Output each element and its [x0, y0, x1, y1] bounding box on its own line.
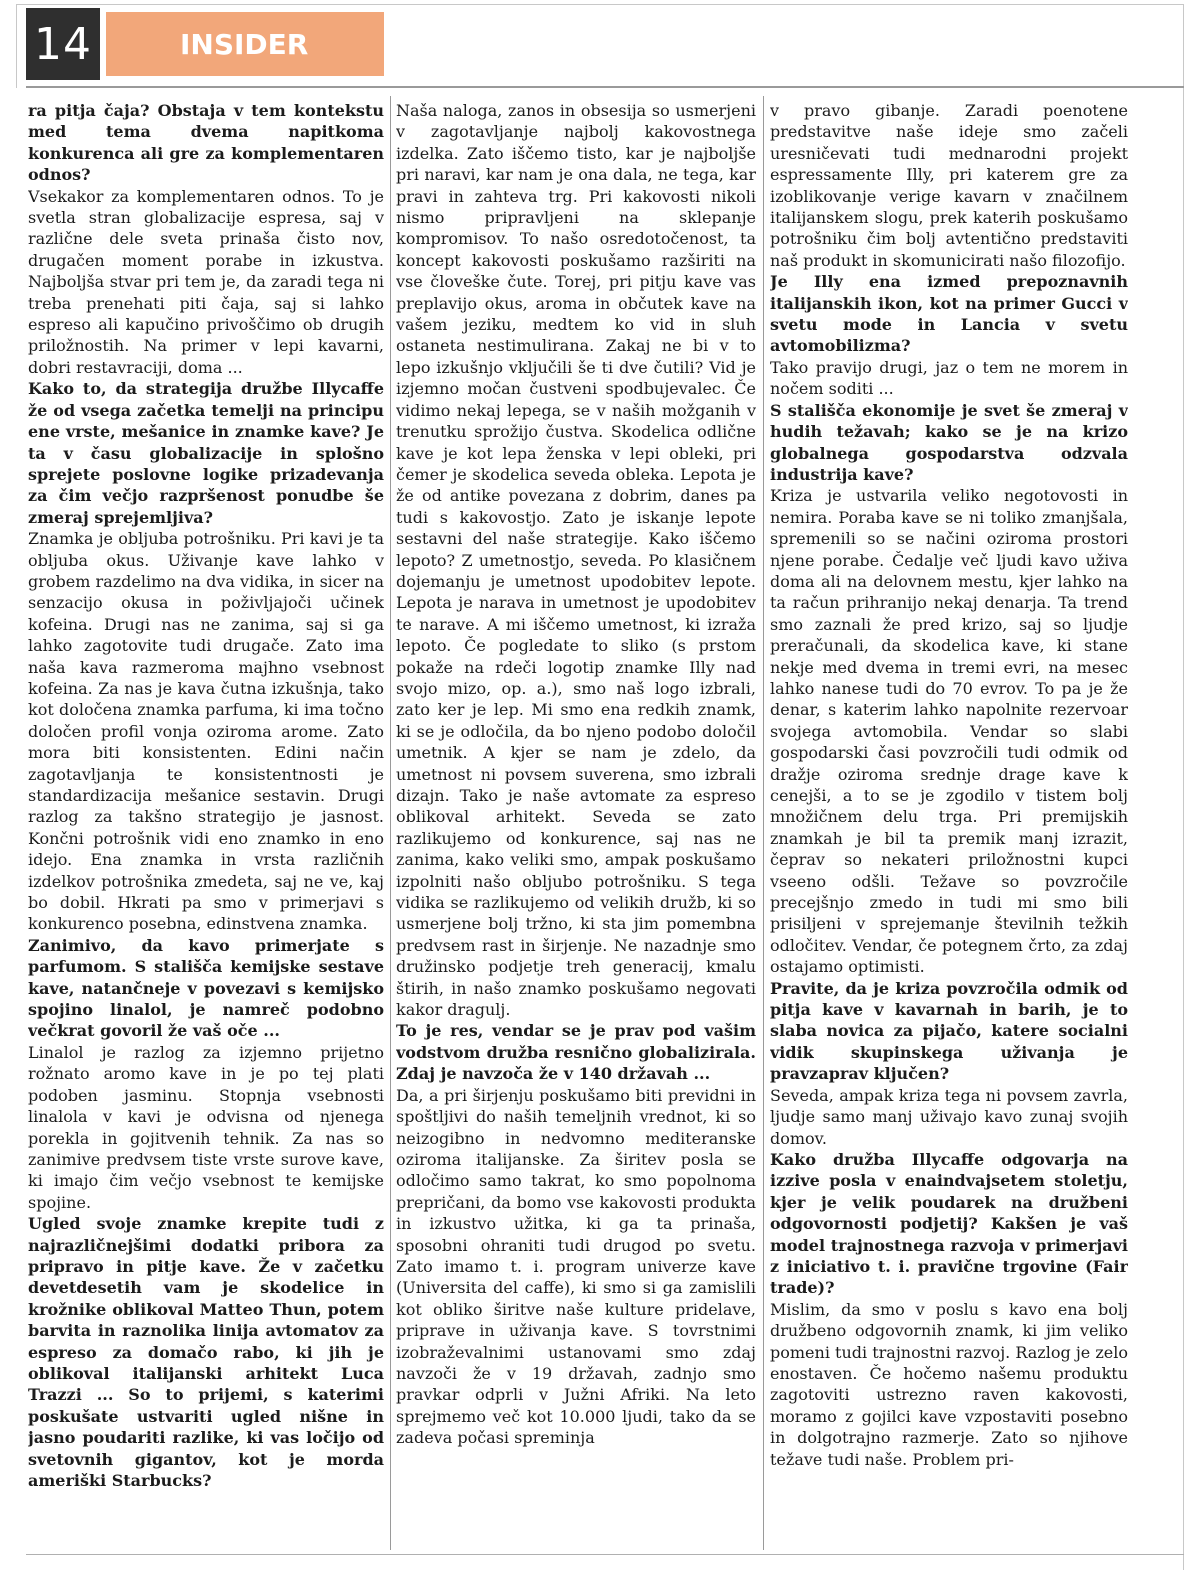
interview-answer: Mislim, da smo v poslu s kavo ena bolj družbeno odgovornih znamk, ki jim veliko pomeni tudi trajnostni razvoj. Razlog je zelo enostaven. Če hočemo našemu produktu zagotoviti ustrezno raven kakovosti, moramo z gojilci kave vzpostaviti posebno in dolgotrajno razmerje. Zato so njihove težave tudi naše. Problem pri-	[770, 1299, 1128, 1469]
interview-answer: Naša naloga, zanos in obsesija so usmerjeni v zagotavljanje najbolj kakovostnega izdelka. Zato iščemo tisto, kar je najboljše pri naravi, kar nam je ona dala, ne tega, kar pravi in zahteva trg. Pri kakovosti nikoli nismo pripravljeni na sklepanje kompromisov. To našo osredotočenost, ta koncept kakovosti poskušamo razširiti na vse človeške čute. Torej, pri pitju kave vas preplavijo okus, aroma in občutek kave na vašem jeziku, medtem ko vid in sluh ostaneta nestimulirana. Zakaj ne bi v to lepo izkušnjo vključili še ti dve čutili? Vid je izjemno močan čustveni spodbujevalec. Če vidimo nekaj lepega, se v naših možganih v trenutku sprožijo čustva. Skodelica odlične kave je kot lepa ženska v lepi obleki, pri čemer je skodelica seveda obleka. Lepota je že od antike povezana z dobrim, danes pa tudi s kakovostjo. Zato je iskanje lepote sestavni del naše strategije. Kako iščemo lepoto? Z umetnostjo, seveda. Po klasičnem dojemanju je umetnost upodobitev lepote. Lepota je narava in umetnost je upodobitev te narave. A mi iščemo umetnost, ki izraža lepoto. Če pogledate to sliko (s prstom pokaže na rdeči logotip znamke Illy nad svojo mizo, op. a.), smo naš logo izbrali, zato ker je lep. Mi smo ena redkih znamk, ki se je odločila, da bo njeno podobo določil umetnik. A kjer se nam je zdelo, da umetnost ni povsem suverena, smo izbrali dizajn. Tako je naše avtomate za espreso oblikoval arhitekt. Seveda se zato razlikujemo od konkurence, saj nas ne zanima, kako veliki smo, ampak poskušamo izpolniti našo obljubo potrošniku. S tega vidika se razlikujemo od velikih družb, ki so usmerjene bolj tržno, ki sta jim pomembna predvsem rast in širjenje. Ne nazadnje smo družinsko podjetje treh generacij, kmalu štirih, in našo znamko poskušamo negovati kakor dragulj.	[396, 101, 756, 1020]
interview-answer: Znamka je obljuba potrošniku. Pri kavi je ta obljuba okus. Uživanje kave lahko v grobem razdelimo na dva vidika, in sicer na senzacijo okusa in poživljajoči učinek kofeina. Drugi nas ne zanima, saj si ga lahko zagotovite tudi drugače. Zato ima naša kava razmeroma majhno vsebnost kofeina. Za nas je kava čutna izkušnja, tako kot določena znamka parfuma, ki ima točno določen profil vonja oziroma arome. Zato mora biti konsistenten. Edini način zagotavljanja te konsistentnosti je standardizacija mešanice sestavin. Drugi razlog za takšno strategijo je jasnost. Končni potrošnik vidi eno znamko in eno idejo. Ena znamka in vrsta različnih izdelkov potrošnika zmedeta, saj ne ve, kaj bo dobil. Hkrati pa smo v primerjavi s konkurenco posebna, edinstvena znamka.	[28, 529, 384, 934]
interview-question: Ugled svoje znamke krepite tudi z najrazličnejšimi dodatki pribora za pripravo in pitje kave. Že v začetku devetdesetih vam je skodelice in krožnike oblikoval Matteo Thun, potem barvita in raznolika linija avtomatov za espreso za domačo rabo, ki jih je oblikoval italijanski arhitekt Luca Trazzi ... So to prijemi, s katerimi poskušate ustvariti ugled nišne in jasno poudariti razlike, ki vas ločijo od svetovnih gigantov, kot je morda ameriški Starbucks?	[28, 1214, 384, 1490]
interview-question: To je res, vendar se je prav pod vašim vodstvom družba resnično globalizirala. Zdaj je navzoča že v 140 državah ...	[396, 1021, 756, 1084]
section-label	[106, 12, 384, 76]
header-rule	[26, 86, 1184, 88]
column-divider-2	[763, 96, 764, 1550]
page-number: 14	[26, 8, 100, 80]
page-frame-top	[16, 4, 1184, 5]
interview-answer: Tako pravijo drugi, jaz o tem ne morem in nočem soditi ...	[770, 357, 1128, 399]
interview-question: Pravite, da je kriza povzročila odmik od pitja kave v kavarnah in barih, je to slaba novica za pijačo, katere socialni vidik skupinskega uživanja je pravzaprav ključen?	[770, 978, 1128, 1084]
footer-rule	[26, 1554, 1184, 1555]
section-label-text: INSIDER	[180, 27, 309, 61]
interview-answer: Vsekakor za komplementaren odnos. To je svetla stran globalizacije espresa, saj v različne dele sveta prinaša čisto nov, drugačen moment porabe in izkustva. Najboljša stvar pri tem je, da zaradi tega ni treba prenehati piti čaja, saj si lahko espreso ali kapučino privoščimo ob drugih priložnostih. Na primer v lepi kavarni, dobri restavraciji, doma ...	[28, 186, 384, 377]
column-divider-1	[390, 96, 391, 1550]
page-frame-left	[16, 4, 17, 88]
interview-answer: v pravo gibanje. Zaradi poenotene predstavitve naše ideje smo začeli uresničevati tudi mednarodni projekt espressamente Illy, pri katerem gre za izoblikovanje verige kavarn v značilnem italijanskem slogu, prek katerih poskušamo potrošniku čim bolj avtentično predstaviti naš produkt in skomunicirati našo filozofijo.	[770, 101, 1128, 270]
interview-answer: Da, a pri širjenju poskušamo biti previdni in spoštljivi do naših temeljnih vrednot, ki so neizogibno in nedvomno mediteranske oziroma italijanske. Za širitev posla se odločimo samo takrat, ko smo popolnoma prepričani, da bomo vse kakovosti produkta in izkustvo užitka, ki ga ta prinaša, sposobni ohraniti tudi drugod po svetu. Zato imamo t. i. program univerze kave (Universita del caffe), ki smo si ga zamislili kot obliko širitve naše kulture pridelave, priprave in uživanja kave. S tovrstnimi izobraževalnimi ustanovami smo zdaj navzoči že v 19 državah, zadnjo smo pravkar odprli v Južni Afriki. Na leto sprejmemo več kot 10.000 ljudi, tako da se zadeva počasi spreminja	[396, 1085, 756, 1448]
interview-question: ra pitja čaja? Obstaja v tem kontekstu med tema dvema napitkoma konkurenca ali gre za komplementaren odnos?	[28, 101, 384, 185]
article-column-3	[770, 100, 1128, 1546]
interview-question: Kako družba Illycaffe odgovarja na izzive posla v enaindvajsetem stoletju, kjer je velik poudarek na družbeni odgovornosti podjetij? Kakšen je vaš model trajnostnega razvoja v primerjavi z iniciativo t. i. pravične trgovine (Fair trade)?	[770, 1149, 1128, 1298]
interview-answer: Seveda, ampak kriza tega ni povsem zavrla, ljudje samo manj uživajo kavo zunaj svojih domov.	[770, 1085, 1128, 1148]
article-column-2	[396, 100, 756, 1546]
article-column-1	[28, 100, 384, 1546]
interview-question: Kako to, da strategija družbe Illycaffe že od vsega začetka temelji na principu ene vrste, mešanice in znamke kave? Je ta v času globalizacije in splošno sprejete poslovne logike prizadevanja za čim večjo razpršenost ponudbe še zmeraj sprejemljiva?	[28, 379, 384, 527]
interview-question: Zanimivo, da kavo primerjate s parfumom. S stališča kemijske sestave kave, natančneje v povezavi s kemijsko spojino linalol, je namreč podobno večkrat govoril že vaš oče ...	[28, 935, 384, 1041]
page-frame-right	[1183, 4, 1184, 1570]
interview-question: S stališča ekonomije je svet še zmeraj v hudih težavah; kako se je na krizo globalnega gospodarstva odzvala industrija kave?	[770, 400, 1128, 484]
interview-answer: Kriza je ustvarila veliko negotovosti in nemira. Poraba kave se ni toliko zmanjšala, spremenili so se načini oziroma prostori njene porabe. Čedalje več ljudi kavo uživa doma ali na delovnem mestu, kjer lahko na ta račun prihranijo nekaj denarja. Ta trend smo zaznali že pred krizo, saj so ljudje preračunali, da skodelica kave, ki stane nekje med dvema in tremi evri, na mesec lahko nanese tudi do 70 evrov. To pa je že denar, s katerim lahko napolnite rezervoar svojega avtomobila. Vendar so slabi gospodarski časi povzročili tudi odmik od dražje oziroma srednje drage kave k cenejši, a to se je zgodilo v tistem bolj množičnem delu trga. Pri premijskih znamkah je bil ta premik manj izrazit, čeprav so nekateri priložnostni kupci vseeno odšli. Težave so povzročile precejšnjo zmedo in tudi mi smo bili prisiljeni v sprejemanje številnih težkih odločitev. Vendar, če potegnem črto, za zdaj ostajamo optimisti.	[770, 486, 1128, 977]
interview-question: Je Illy ena izmed prepoznavnih italijanskih ikon, kot na primer Gucci v svetu mode in Lancia v svetu avtomobilizma?	[770, 272, 1128, 356]
interview-answer: Linalol je razlog za izjemno prijetno rožnato aromo kave in je po tej plati podoben jasminu. Stopnja vsebnosti linalola v kavi je odvisna od njenega porekla in gojitvenih tehnik. Za nas so zanimive predvsem tiste vrste surove kave, ki imajo čim večjo vsebnost te kemijske spojine.	[28, 1042, 384, 1212]
